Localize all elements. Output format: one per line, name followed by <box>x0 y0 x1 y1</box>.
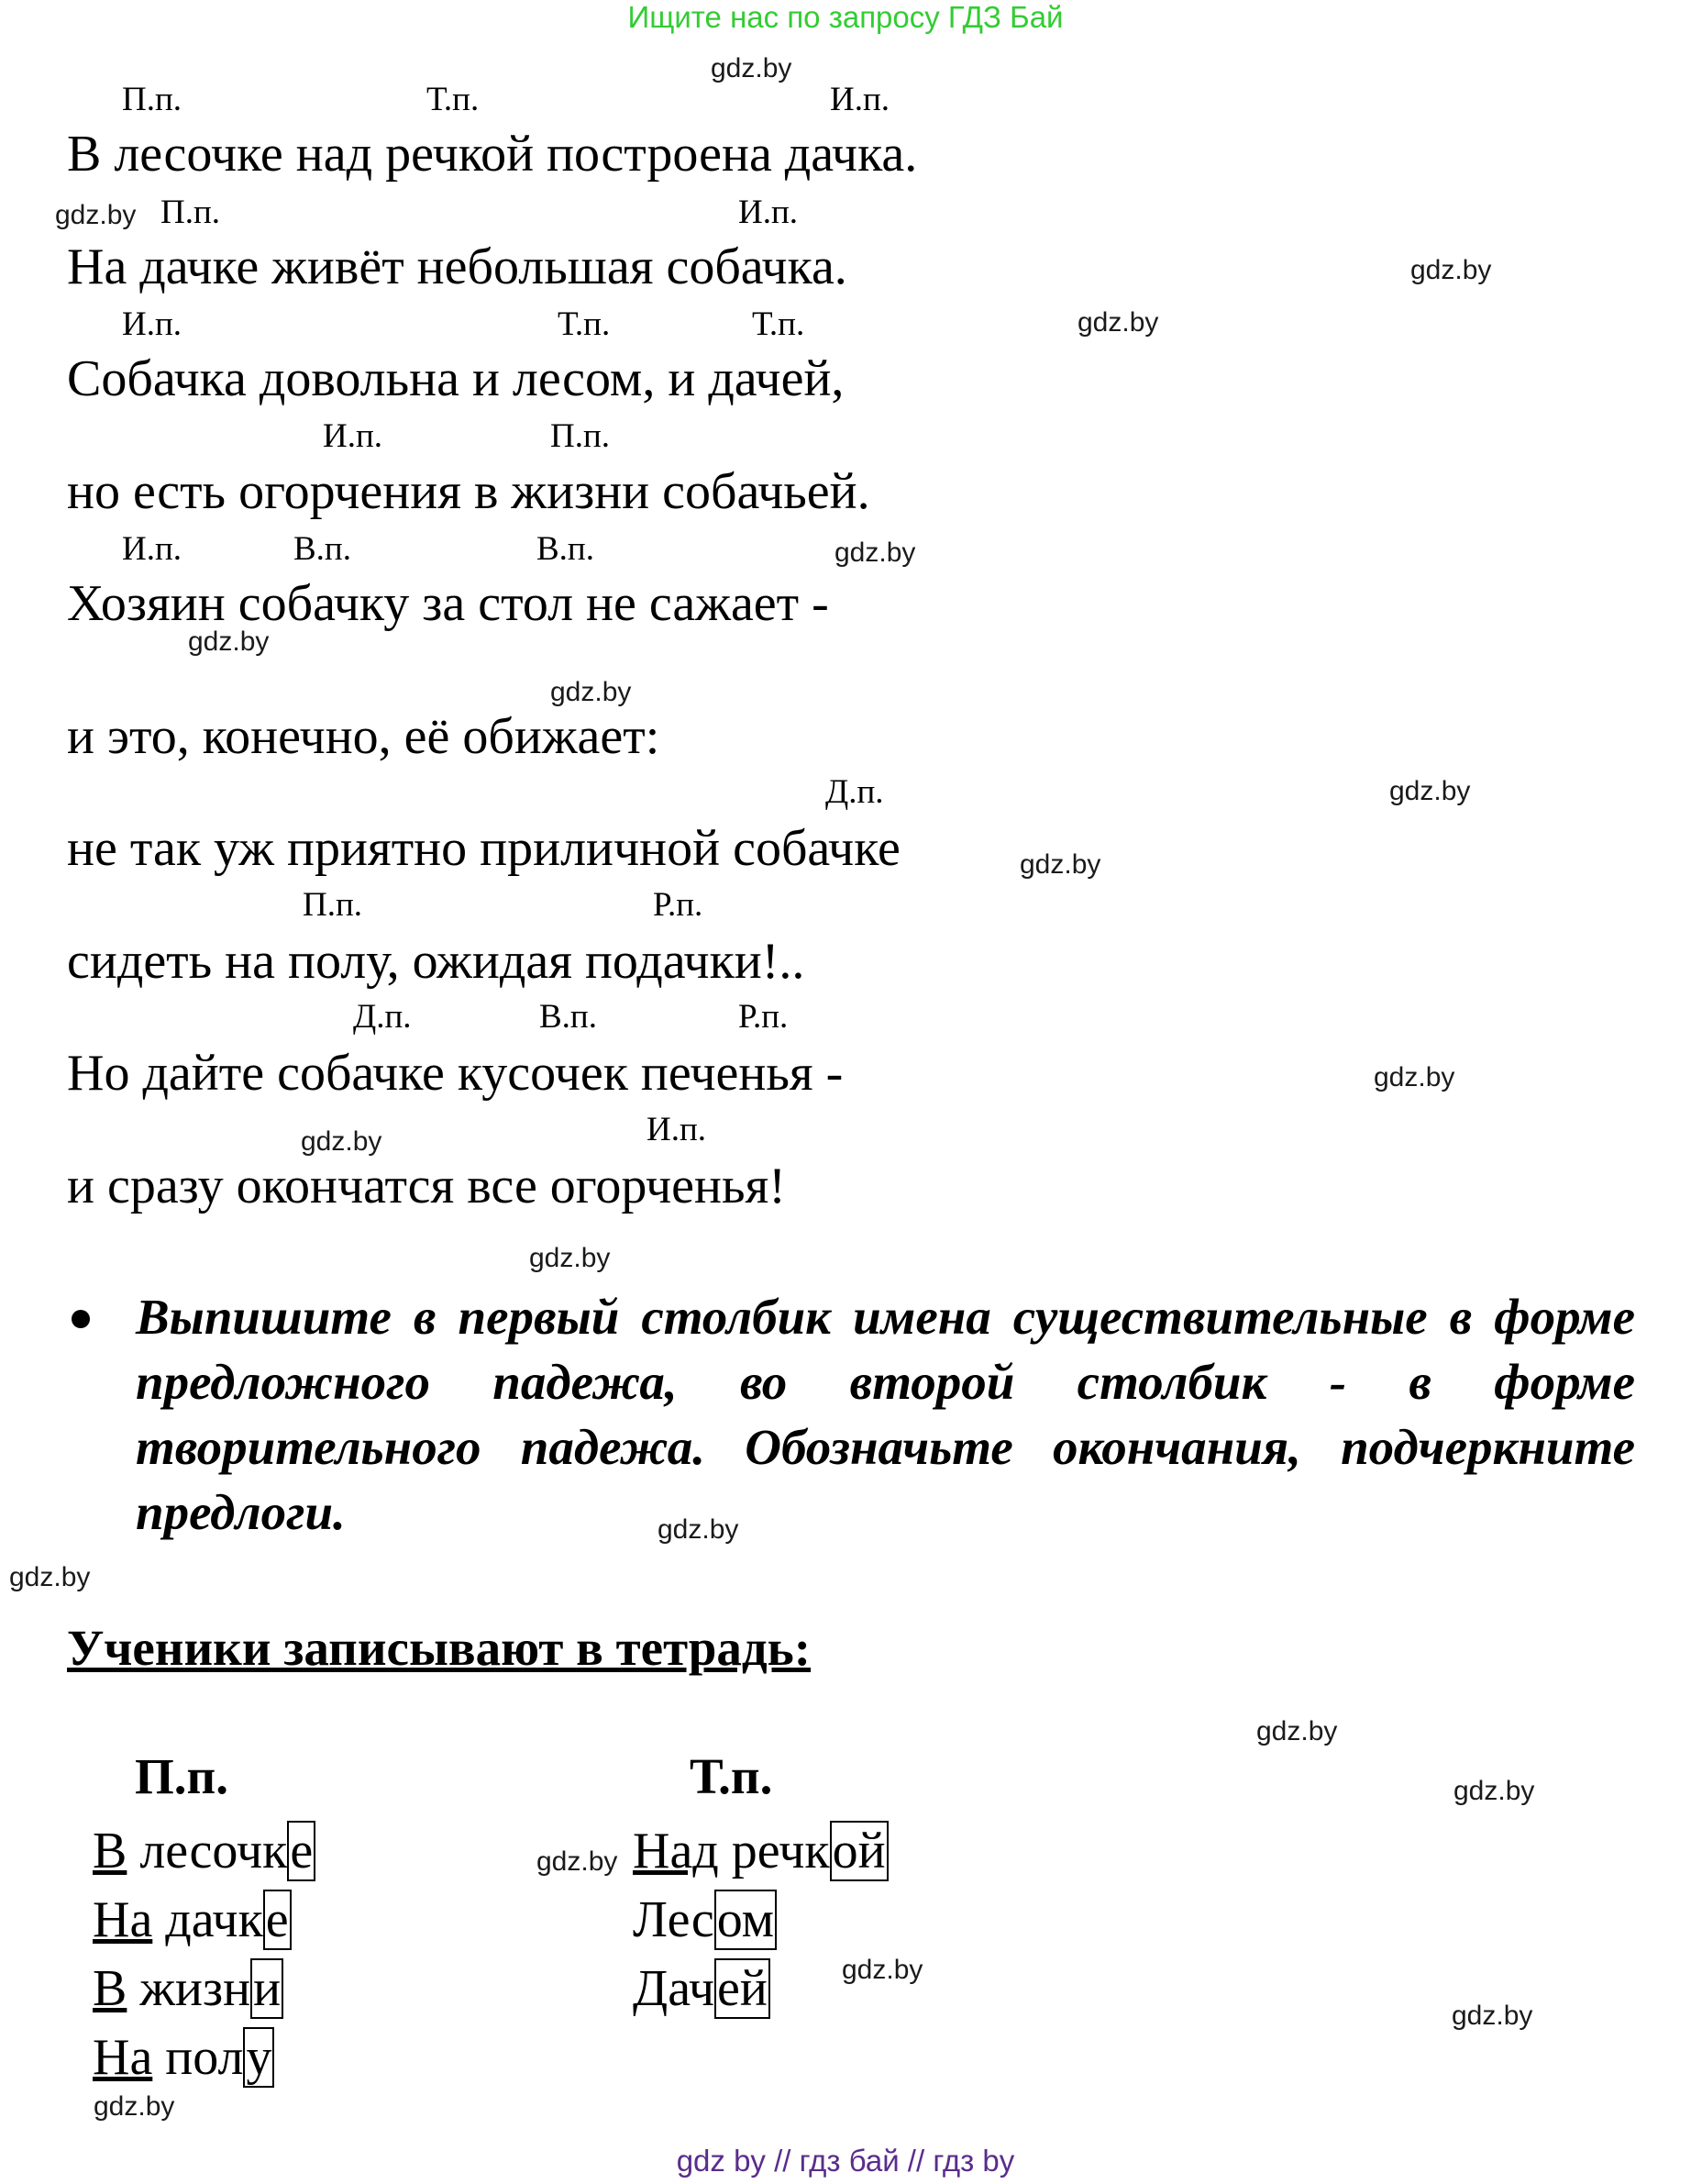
watermark: gdz.by <box>842 1955 923 1985</box>
watermark: gdz.by <box>1453 1776 1535 1806</box>
case-label: П.п. <box>122 81 182 118</box>
case-label: Р.п. <box>738 998 789 1036</box>
watermark: gdz.by <box>834 538 916 568</box>
case-label: Д.п. <box>825 773 884 811</box>
list-item <box>633 1960 770 2017</box>
case-label: И.п. <box>122 305 182 343</box>
column-header-instrumental: Т.п. <box>690 1748 773 1804</box>
poem-line: и сразу окончатся все огорченья! <box>67 1158 786 1214</box>
preposition: Над <box>633 1823 719 1879</box>
top-banner[interactable]: Ищите нас по запросу ГДЗ Бай <box>627 0 1064 34</box>
preposition: В <box>93 1823 127 1879</box>
section-heading: Ученики записывают в тетрадь: <box>67 1620 812 1676</box>
case-label: И.п. <box>647 1111 707 1148</box>
watermark: gdz.by <box>1078 307 1159 338</box>
word-stem: жизн <box>139 1960 251 2017</box>
case-label: И.п. <box>323 417 383 455</box>
word-stem: пол <box>165 2029 244 2086</box>
case-label: Т.п. <box>558 305 611 343</box>
watermark: gdz.by <box>94 2091 175 2122</box>
list-item <box>93 1825 315 1877</box>
watermark: gdz.by <box>1374 1062 1455 1092</box>
word-ending: у <box>243 2027 274 2088</box>
watermark: gdz.by <box>1452 2001 1533 2031</box>
list-item <box>93 1891 292 1948</box>
word-stem: Лес <box>633 1891 714 1948</box>
word-ending: ой <box>830 1821 889 1881</box>
case-label: И.п. <box>830 81 890 118</box>
case-label: П.п. <box>303 886 363 924</box>
word-stem: дачк <box>165 1891 263 1948</box>
case-label: И.п. <box>122 530 182 568</box>
column-header-prepositional: П.п. <box>135 1748 228 1804</box>
poem-line: Но дайте собачке кусочек печенья - <box>67 1045 844 1102</box>
list-item <box>633 1825 889 1877</box>
watermark: gdz.by <box>1389 776 1471 806</box>
case-label: В.п. <box>539 998 597 1036</box>
watermark: gdz.by <box>529 1243 611 1273</box>
task-instruction: Выпишите в первый столбик имена существительные в форме предложного падежа, во второй столбик - в форме творительного падежа. Обозначьте окончания, подчеркните предлоги. <box>136 1289 1635 1540</box>
preposition: В <box>93 1960 127 2017</box>
word-ending: е <box>287 1821 315 1881</box>
poem-line: В лесочке над речкой построена дачка. <box>67 126 918 183</box>
poem-line: На дачке живёт небольшая собачка. <box>67 238 847 295</box>
case-label: Р.п. <box>653 886 703 924</box>
watermark: gdz.by <box>188 626 270 657</box>
word-stem: речк <box>731 1823 830 1879</box>
watermark: gdz.by <box>550 677 632 707</box>
watermark: gdz.by <box>55 200 137 230</box>
watermark: gdz.by <box>711 53 792 83</box>
word-ending: е <box>263 1890 292 1950</box>
list-item <box>93 2029 274 2086</box>
case-label: В.п. <box>293 530 351 568</box>
word-ending: ей <box>714 1958 770 2019</box>
watermark: gdz.by <box>9 1562 91 1592</box>
word-ending: ом <box>714 1890 777 1950</box>
watermark: gdz.by <box>1020 849 1101 880</box>
watermark: gdz.by <box>658 1514 739 1545</box>
case-label: Т.п. <box>426 81 480 118</box>
word-stem: Дач <box>633 1960 714 2017</box>
watermark: gdz.by <box>536 1846 618 1877</box>
case-label: П.п. <box>160 194 221 231</box>
poem-line: сидеть на полу, ожидая подачки!.. <box>67 933 805 990</box>
case-label: Д.п. <box>353 998 412 1036</box>
watermark: gdz.by <box>301 1126 382 1157</box>
poem-line: Собачка довольна и лесом, и дачей, <box>67 350 845 407</box>
word-ending: и <box>250 1958 283 2019</box>
watermark: gdz.by <box>1256 1716 1338 1746</box>
poem-line: и это, конечно, её обижает: <box>67 708 660 765</box>
poem-line: не так уж приятно приличной собачке <box>67 820 901 877</box>
preposition: На <box>93 1891 153 1948</box>
footer-links[interactable]: gdz by // гдз бай // гдз by <box>676 2144 1015 2178</box>
bullet-icon <box>72 1310 90 1328</box>
preposition: На <box>93 2029 153 2086</box>
poem-line: но есть огорчения в жизни собачьей. <box>67 463 870 520</box>
poem-line: Хозяин собачку за стол не сажает - <box>67 575 829 632</box>
case-label: П.п. <box>550 417 611 455</box>
case-label: В.п. <box>536 530 594 568</box>
list-item <box>93 1960 283 2017</box>
case-label: Т.п. <box>752 305 805 343</box>
case-label: И.п. <box>738 194 799 231</box>
word-stem: лесочк <box>139 1823 288 1879</box>
list-item <box>633 1891 777 1948</box>
watermark: gdz.by <box>1410 255 1492 285</box>
